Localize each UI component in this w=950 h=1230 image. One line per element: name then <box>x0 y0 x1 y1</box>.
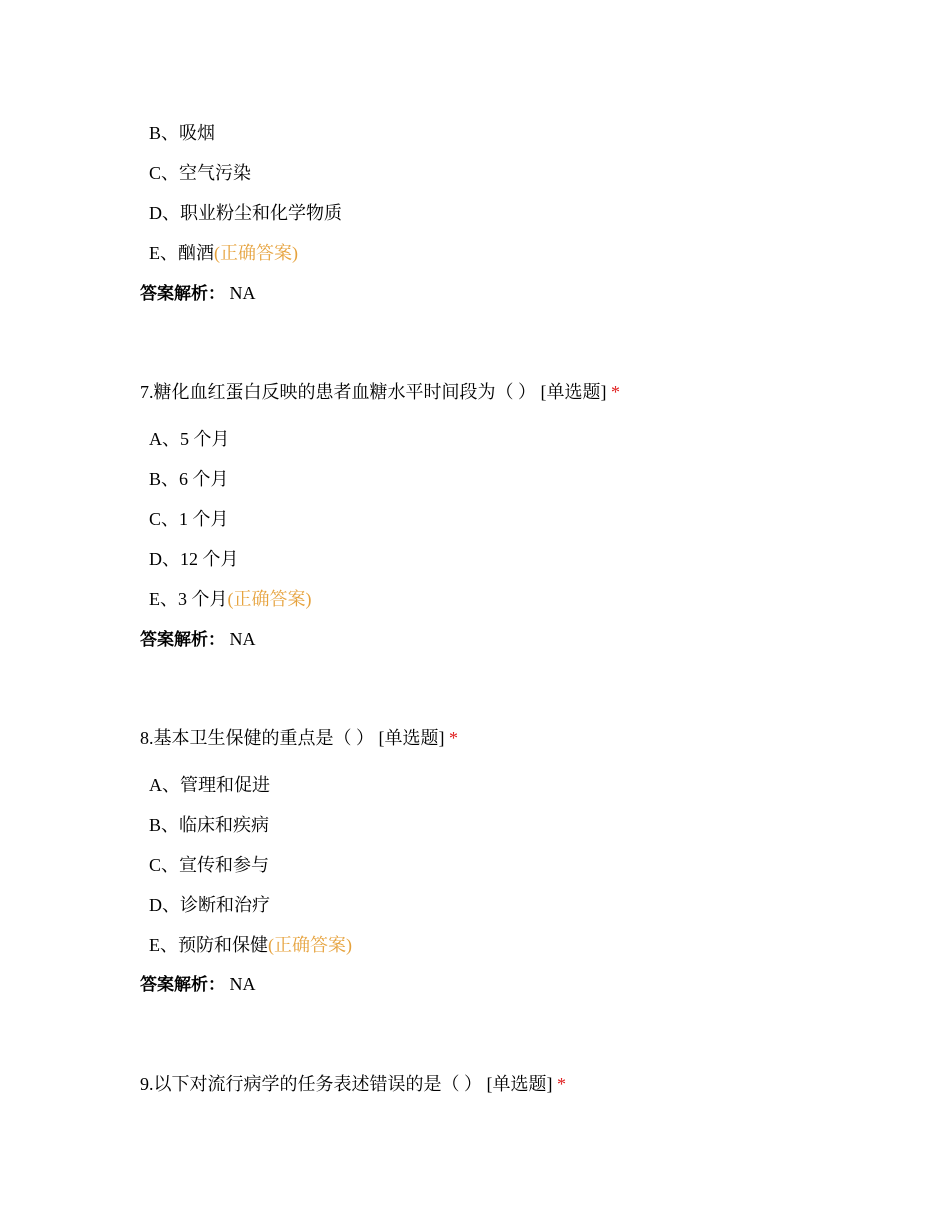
option-text: B、临床和疾病 <box>149 815 270 835</box>
analysis-label: 答案解析： <box>140 284 225 304</box>
correct-answer-marker: (正确答案) <box>214 243 298 263</box>
analysis-text: NA <box>229 629 256 649</box>
correct-answer-marker: (正确答案) <box>227 589 312 609</box>
option-text: E、酗酒 <box>149 243 214 263</box>
q6-option-b <box>149 122 215 144</box>
option-text: A、5 个月 <box>149 429 230 449</box>
q8-option-d <box>149 894 270 916</box>
option-text: D、职业粉尘和化学物质 <box>149 203 342 223</box>
analysis-label: 答案解析： <box>140 975 225 995</box>
option-text: A、管理和促进 <box>149 775 270 795</box>
option-text: E、预防和保健 <box>149 935 268 955</box>
q6-analysis <box>140 282 256 305</box>
q7-option-d <box>149 548 239 570</box>
q8-option-c <box>149 854 269 876</box>
required-marker: * <box>449 728 458 748</box>
q8-option-e <box>149 934 352 956</box>
option-text: C、1 个月 <box>149 509 229 529</box>
option-text: B、6 个月 <box>149 469 229 489</box>
q8-option-b <box>149 814 269 836</box>
option-text: C、宣传和参与 <box>149 855 270 875</box>
option-text: B、吸烟 <box>149 123 216 143</box>
option-text: E、3 个月 <box>149 589 228 609</box>
q8-analysis <box>140 973 256 996</box>
question-text: 9.以下对流行病学的任务表述错误的是（ ） [单选题] <box>140 1074 553 1094</box>
q7-analysis <box>140 628 256 651</box>
required-marker: * <box>557 1074 566 1094</box>
q7-option-b <box>149 468 229 490</box>
q7-option-c <box>149 508 229 530</box>
q7-option-e <box>149 588 312 610</box>
q6-option-e <box>149 242 298 264</box>
q8-title <box>140 727 458 749</box>
q7-title <box>140 381 620 403</box>
analysis-label: 答案解析： <box>140 630 225 650</box>
q6-option-c <box>149 162 251 184</box>
analysis-text: NA <box>229 283 256 303</box>
q8-option-a <box>149 774 270 796</box>
option-text: C、空气污染 <box>149 163 252 183</box>
question-text: 7.糖化血红蛋白反映的患者血糖水平时间段为（ ） [单选题] <box>140 382 607 402</box>
option-text: D、诊断和治疗 <box>149 895 270 915</box>
required-marker: * <box>611 382 620 402</box>
q6-option-d <box>149 202 342 224</box>
correct-answer-marker: (正确答案) <box>268 935 352 955</box>
option-text: D、12 个月 <box>149 549 239 569</box>
analysis-text: NA <box>229 974 256 994</box>
q7-option-a <box>149 428 230 450</box>
q9-title <box>140 1073 566 1095</box>
question-text: 8.基本卫生保健的重点是（ ） [单选题] <box>140 728 445 748</box>
